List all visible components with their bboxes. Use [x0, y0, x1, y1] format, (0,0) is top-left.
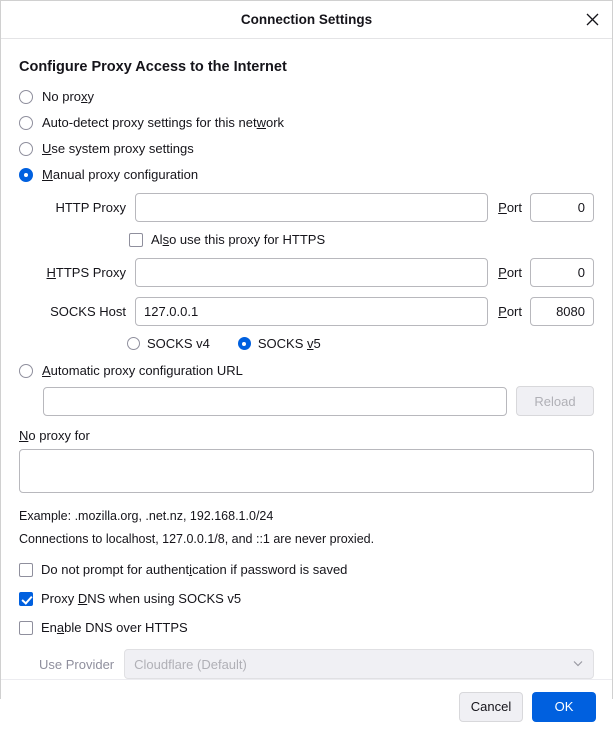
- checkbox-indicator: [19, 592, 33, 606]
- https-proxy-input[interactable]: [135, 258, 488, 287]
- https-port-input[interactable]: [530, 258, 594, 287]
- radio-manual-proxy[interactable]: [19, 167, 594, 182]
- radio-no-proxy[interactable]: [19, 89, 594, 104]
- no-proxy-for-label: No proxy for: [19, 428, 90, 443]
- example-text: Example: .mozilla.org, .net.nz, 192.168.1.0/24: [19, 509, 274, 523]
- socks-host-row: [19, 297, 594, 326]
- option-label: Proxy DNS when using SOCKS v5: [41, 591, 242, 606]
- https-port-label: Port: [498, 265, 522, 280]
- radio-label: No proxy: [42, 89, 95, 104]
- checkbox-indicator: [129, 233, 143, 247]
- radio-indicator: [19, 168, 33, 182]
- chevron-down-icon: [572, 657, 584, 672]
- http-proxy-row: [19, 193, 594, 222]
- radio-indicator: [19, 364, 33, 378]
- http-port-input[interactable]: [530, 193, 594, 222]
- radio-system-proxy[interactable]: [19, 141, 594, 156]
- checkbox-proxy-dns-socks5[interactable]: [19, 591, 594, 606]
- socks-v5-label: SOCKS v5: [257, 336, 321, 351]
- close-icon[interactable]: [578, 6, 606, 34]
- socks-port-label: Port: [498, 304, 522, 319]
- provider-row: [19, 649, 594, 679]
- localhost-note: Connections to localhost, 127.0.0.1/8, and ::1 are never proxied.: [19, 532, 375, 546]
- radio-label: Auto-detect proxy settings for this network: [42, 115, 285, 130]
- socks-host-input[interactable]: [135, 297, 488, 326]
- dialog-title: Connection Settings: [240, 12, 373, 27]
- dialog-footer: [1, 679, 612, 733]
- radio-auto-detect-proxy[interactable]: [19, 115, 594, 130]
- page-title: Configure Proxy Access to the Internet: [19, 59, 287, 75]
- reload-button[interactable]: Reload: [516, 386, 594, 416]
- radio-indicator: [19, 90, 33, 104]
- pac-url-input[interactable]: [43, 387, 507, 416]
- socks-version-group: [19, 336, 594, 351]
- https-proxy-row: [19, 258, 594, 287]
- options-group: [19, 562, 594, 635]
- dialog-content: [1, 39, 612, 679]
- socks-host-label: SOCKS Host: [50, 304, 126, 319]
- option-label: Do not prompt for authentication if password is saved: [41, 562, 348, 577]
- no-proxy-for-text: o proxy for: [28, 428, 90, 443]
- provider-label: Use Provider: [39, 656, 115, 672]
- radio-socks-v5[interactable]: [238, 337, 251, 350]
- checkbox-no-auth-prompt[interactable]: [19, 562, 594, 577]
- provider-selected-value: Cloudflare (Default): [134, 656, 247, 672]
- option-label: Enable DNS over HTTPS: [41, 620, 188, 635]
- also-https-checkbox-row[interactable]: [19, 232, 594, 247]
- radio-label: Use system proxy settings: [42, 141, 194, 156]
- dialog-titlebar: [1, 1, 612, 39]
- checkbox-indicator: [19, 621, 33, 635]
- radio-pac-url[interactable]: [19, 363, 594, 378]
- radio-indicator: [19, 142, 33, 156]
- no-proxy-for-textarea[interactable]: [19, 449, 594, 493]
- provider-select[interactable]: [124, 649, 594, 679]
- pac-input-row: [19, 386, 594, 416]
- http-proxy-label: HTTP Proxy: [55, 200, 126, 215]
- http-port-label: Port: [498, 200, 522, 215]
- https-proxy-label: HTTPS Proxy: [46, 265, 126, 280]
- radio-label: Manual proxy configuration: [42, 167, 199, 182]
- http-proxy-input[interactable]: [135, 193, 488, 222]
- checkbox-indicator: [19, 563, 33, 577]
- also-https-label: Also use this proxy for HTTPS: [151, 232, 326, 247]
- ok-button[interactable]: OK: [532, 692, 596, 722]
- radio-socks-v4[interactable]: [127, 337, 140, 350]
- radio-indicator: [19, 116, 33, 130]
- pac-label: Automatic proxy configuration URL: [42, 363, 243, 378]
- socks-port-input[interactable]: [530, 297, 594, 326]
- cancel-button[interactable]: Cancel: [459, 692, 523, 722]
- socks-v4-label: SOCKS v4: [147, 336, 210, 351]
- checkbox-enable-doh[interactable]: [19, 620, 594, 635]
